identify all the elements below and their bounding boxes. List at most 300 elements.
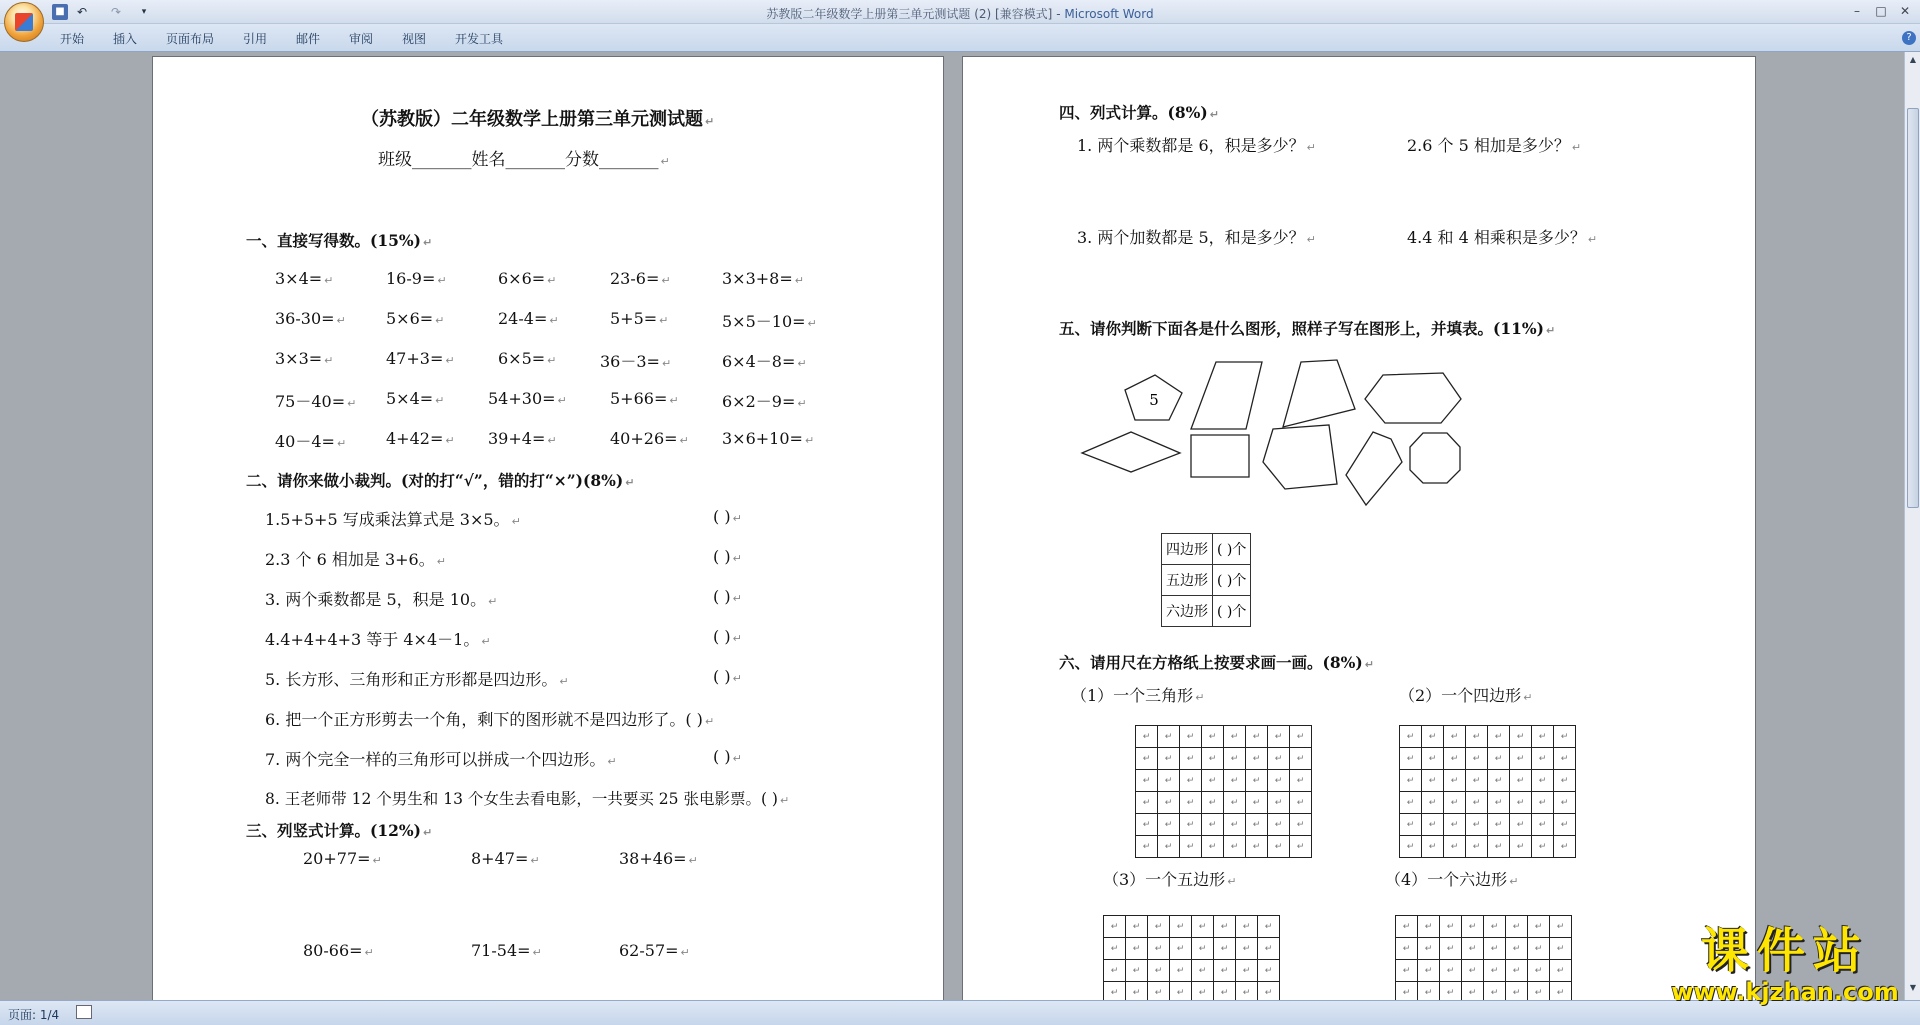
shapes-figure bbox=[1063, 357, 1483, 517]
paragraph-mark: ↵ bbox=[422, 826, 433, 839]
grid-cell[interactable]: ↵ bbox=[1396, 982, 1418, 1001]
grid-cell[interactable]: ↵ bbox=[1532, 770, 1554, 792]
tab-developer[interactable]: 开发工具 bbox=[455, 32, 504, 46]
paragraph-mark: ↵ bbox=[435, 314, 445, 327]
paragraph-mark: ↵ bbox=[445, 354, 455, 367]
document-area bbox=[0, 52, 1900, 1000]
grid-cell[interactable]: ↵ bbox=[1258, 938, 1280, 960]
grid-cell[interactable]: ↵ bbox=[1158, 836, 1180, 858]
tab-view[interactable]: 视图 bbox=[402, 32, 427, 46]
grid-cell[interactable]: ↵ bbox=[1506, 960, 1528, 982]
help-icon[interactable]: ? bbox=[1902, 31, 1916, 45]
grid-cell[interactable]: ↵ bbox=[1550, 982, 1572, 1001]
student-info-line: 班级_______姓名_______分数_______ ↵ bbox=[378, 150, 670, 170]
grid-cell[interactable]: ↵ bbox=[1440, 916, 1462, 938]
grid-cell[interactable]: ↵ bbox=[1550, 960, 1572, 982]
grid-cell[interactable]: ↵ bbox=[1104, 960, 1126, 982]
grid-cell[interactable]: ↵ bbox=[1180, 770, 1202, 792]
close-button[interactable]: ✕ bbox=[1899, 4, 1911, 18]
paragraph-mark: ↵ bbox=[804, 434, 815, 447]
grid-cell[interactable]: ↵ bbox=[1422, 770, 1444, 792]
paragraph-mark: ↵ bbox=[732, 632, 742, 645]
grid-cell[interactable]: ↵ bbox=[1488, 770, 1510, 792]
grid-cell[interactable]: ↵ bbox=[1550, 916, 1572, 938]
grid-cell[interactable]: ↵ bbox=[1444, 836, 1466, 858]
grid-cell[interactable]: ↵ bbox=[1214, 916, 1236, 938]
grid-cell[interactable]: ↵ bbox=[1180, 748, 1202, 770]
table-row bbox=[1162, 596, 1251, 627]
grid-cell[interactable]: ↵ bbox=[1236, 938, 1258, 960]
grid-cell[interactable]: ↵ bbox=[1444, 748, 1466, 770]
window-title bbox=[0, 5, 1920, 22]
table-row bbox=[1162, 565, 1251, 596]
grid-cell[interactable]: ↵ bbox=[1126, 982, 1148, 1001]
s3-problem: 20+77= ↵ bbox=[303, 849, 382, 868]
grid-cell[interactable]: ↵ bbox=[1510, 770, 1532, 792]
grid-cell[interactable]: ↵ bbox=[1466, 792, 1488, 814]
paragraph-mark: ↵ bbox=[625, 476, 635, 489]
grid-cell[interactable]: ↵ bbox=[1202, 792, 1224, 814]
grid-cell[interactable]: ↵ bbox=[1104, 982, 1126, 1001]
s1-cell: 54+30= ↵ bbox=[488, 389, 567, 408]
grid-cell[interactable]: ↵ bbox=[1290, 748, 1312, 770]
s2-blank: ( ) ↵ bbox=[713, 507, 742, 526]
grid-cell[interactable]: ↵ bbox=[1246, 748, 1268, 770]
grid-cell[interactable]: ↵ bbox=[1484, 938, 1506, 960]
page-1 bbox=[152, 56, 944, 1000]
grid-cell[interactable]: ↵ bbox=[1510, 814, 1532, 836]
hexagon-shape bbox=[1365, 373, 1461, 423]
grid-paper-2[interactable] bbox=[1399, 725, 1576, 858]
grid-cell[interactable]: ↵ bbox=[1158, 748, 1180, 770]
trapezoid-shape bbox=[1283, 360, 1355, 427]
office-button-icon[interactable] bbox=[4, 2, 44, 42]
grid-cell[interactable]: ↵ bbox=[1170, 938, 1192, 960]
window-title-sep: - bbox=[1052, 7, 1065, 21]
s1-cell: 5×5－10= ↵ bbox=[722, 312, 817, 331]
grid-paper-1[interactable] bbox=[1135, 725, 1312, 858]
grid-cell[interactable]: ↵ bbox=[1290, 814, 1312, 836]
grid-cell[interactable]: ↵ bbox=[1400, 726, 1422, 748]
grid-cell[interactable]: ↵ bbox=[1180, 726, 1202, 748]
grid-cell[interactable]: ↵ bbox=[1422, 814, 1444, 836]
grid-cell[interactable]: ↵ bbox=[1396, 960, 1418, 982]
tab-review[interactable]: 审阅 bbox=[349, 32, 374, 46]
paragraph-mark: ↵ bbox=[607, 755, 617, 768]
scroll-down-icon[interactable]: ▼ bbox=[1909, 983, 1917, 992]
grid-cell[interactable]: ↵ bbox=[1126, 938, 1148, 960]
grid-cell[interactable]: ↵ bbox=[1466, 814, 1488, 836]
paragraph-mark: ↵ bbox=[530, 854, 540, 867]
page-count[interactable]: 页面: 1/4 bbox=[8, 1008, 60, 1022]
grid-cell[interactable]: ↵ bbox=[1290, 726, 1312, 748]
grid-cell[interactable]: ↵ bbox=[1466, 726, 1488, 748]
table-cell[interactable]: ( )个 bbox=[1213, 565, 1251, 596]
grid-cell[interactable]: ↵ bbox=[1488, 792, 1510, 814]
grid-cell[interactable]: ↵ bbox=[1554, 748, 1576, 770]
s2-blank: ( ) ↵ bbox=[713, 667, 742, 686]
s6-label-2: （2）一个四边形 ↵ bbox=[1399, 686, 1533, 705]
grid-cell[interactable]: ↵ bbox=[1246, 792, 1268, 814]
grid-cell[interactable]: ↵ bbox=[1268, 770, 1290, 792]
tab-references[interactable]: 引用 bbox=[243, 32, 268, 46]
grid-cell[interactable]: ↵ bbox=[1444, 814, 1466, 836]
customize-quick-access-icon[interactable]: ▾ bbox=[141, 7, 147, 17]
grid-cell[interactable]: ↵ bbox=[1484, 982, 1506, 1001]
redo-icon[interactable]: ↷ bbox=[110, 5, 122, 19]
paragraph-mark: ↵ bbox=[732, 592, 742, 605]
grid-cell[interactable]: ↵ bbox=[1396, 938, 1418, 960]
grid-cell[interactable]: ↵ bbox=[1202, 770, 1224, 792]
status-bar bbox=[0, 1000, 1920, 1025]
paragraph-mark: ↵ bbox=[688, 854, 698, 867]
grid-cell[interactable]: ↵ bbox=[1224, 748, 1246, 770]
tab-home[interactable]: 开始 bbox=[60, 32, 85, 46]
grid-cell[interactable]: ↵ bbox=[1532, 836, 1554, 858]
grid-cell[interactable]: ↵ bbox=[1170, 916, 1192, 938]
paragraph-mark: ↵ bbox=[732, 752, 742, 765]
grid-cell[interactable]: ↵ bbox=[1466, 770, 1488, 792]
s1-cell: 3×4= ↵ bbox=[275, 269, 334, 288]
paragraph-mark: ↵ bbox=[797, 357, 807, 370]
grid-cell[interactable]: ↵ bbox=[1224, 770, 1246, 792]
s3-problem: 38+46= ↵ bbox=[619, 849, 698, 868]
paragraph-mark: ↵ bbox=[680, 946, 690, 959]
paragraph-mark: ↵ bbox=[324, 274, 334, 287]
grid-cell[interactable]: ↵ bbox=[1192, 916, 1214, 938]
paragraph-mark: ↵ bbox=[547, 274, 557, 287]
grid-cell[interactable]: ↵ bbox=[1104, 916, 1126, 938]
grid-cell[interactable]: ↵ bbox=[1532, 814, 1554, 836]
paragraph-mark: ↵ bbox=[547, 434, 557, 447]
grid-cell[interactable]: ↵ bbox=[1214, 960, 1236, 982]
s2-item-8: 8. 王老师带 12 个男生和 13 个女生去看电影，一共要买 25 张电影票。( ) ↵ bbox=[265, 790, 790, 808]
grid-cell[interactable]: ↵ bbox=[1484, 916, 1506, 938]
grid-cell[interactable]: ↵ bbox=[1422, 836, 1444, 858]
grid-cell[interactable]: ↵ bbox=[1444, 792, 1466, 814]
grid-cell[interactable]: ↵ bbox=[1148, 960, 1170, 982]
window-title-app: Microsoft Word bbox=[1064, 7, 1154, 21]
paragraph-mark: ↵ bbox=[1364, 658, 1374, 671]
grid-cell[interactable]: ↵ bbox=[1554, 726, 1576, 748]
grid-cell[interactable]: ↵ bbox=[1268, 836, 1290, 858]
grid-cell[interactable]: ↵ bbox=[1510, 748, 1532, 770]
s3-problem: 80-66= ↵ bbox=[303, 941, 374, 960]
grid-cell[interactable]: ↵ bbox=[1158, 814, 1180, 836]
grid-cell[interactable]: ↵ bbox=[1550, 938, 1572, 960]
grid-cell[interactable]: ↵ bbox=[1258, 982, 1280, 1001]
page-title: （苏教版）二年级数学上册第三单元测试题 ↵ bbox=[361, 109, 715, 130]
octagon-shape bbox=[1410, 433, 1460, 483]
grid-cell[interactable]: ↵ bbox=[1136, 836, 1158, 858]
grid-cell[interactable]: ↵ bbox=[1418, 982, 1440, 1001]
paragraph-mark: ↵ bbox=[704, 715, 715, 728]
grid-cell[interactable]: ↵ bbox=[1180, 792, 1202, 814]
s1-cell: 3×3= ↵ bbox=[275, 349, 334, 368]
paragraph-mark: ↵ bbox=[797, 397, 807, 410]
shape-count-table bbox=[1161, 533, 1251, 627]
paragraph-mark: ↵ bbox=[437, 274, 447, 287]
paragraph-mark: ↵ bbox=[324, 354, 334, 367]
s2-item-5: 5. 长方形、三角形和正方形都是四边形。 ↵ bbox=[265, 670, 569, 689]
save-icon[interactable]: ■ bbox=[52, 4, 68, 20]
grid-cell[interactable]: ↵ bbox=[1136, 814, 1158, 836]
rectangle-shape bbox=[1191, 435, 1249, 477]
grid-cell[interactable]: ↵ bbox=[1506, 938, 1528, 960]
grid-cell[interactable]: ↵ bbox=[1532, 726, 1554, 748]
grid-cell[interactable]: ↵ bbox=[1202, 726, 1224, 748]
grid-cell[interactable]: ↵ bbox=[1422, 726, 1444, 748]
parallelogram-shape bbox=[1191, 362, 1262, 429]
s1-cell: 5+5= ↵ bbox=[610, 309, 669, 328]
grid-cell[interactable]: ↵ bbox=[1440, 938, 1462, 960]
grid-cell[interactable]: ↵ bbox=[1506, 916, 1528, 938]
grid-cell[interactable]: ↵ bbox=[1236, 982, 1258, 1001]
s1-cell: 39+4= ↵ bbox=[488, 429, 557, 448]
grid-paper-3[interactable] bbox=[1103, 915, 1280, 1000]
s2-item-4: 4.4+4+4+3 等于 4×4－1。 ↵ bbox=[265, 630, 491, 649]
grid-cell[interactable]: ↵ bbox=[1462, 982, 1484, 1001]
s2-item-2: 2.3 个 6 相加是 3+6。 ↵ bbox=[265, 550, 446, 569]
grid-cell[interactable]: ↵ bbox=[1148, 982, 1170, 1001]
grid-cell[interactable]: ↵ bbox=[1484, 960, 1506, 982]
s4-question-3: 3. 两个加数都是 5，和是多少？ ↵ bbox=[1077, 228, 1316, 247]
paragraph-mark: ↵ bbox=[435, 394, 445, 407]
paragraph-mark: ↵ bbox=[549, 314, 559, 327]
grid-cell[interactable]: ↵ bbox=[1462, 916, 1484, 938]
paragraph-mark: ↵ bbox=[1509, 875, 1519, 888]
s1-cell: 6×4－8= ↵ bbox=[722, 352, 807, 371]
grid-cell[interactable]: ↵ bbox=[1528, 960, 1550, 982]
grid-cell[interactable]: ↵ bbox=[1136, 726, 1158, 748]
grid-cell[interactable]: ↵ bbox=[1290, 792, 1312, 814]
paragraph-mark: ↵ bbox=[557, 394, 567, 407]
section-6-heading: 六、请用尺在方格纸上按要求画一画。(8%) ↵ bbox=[1059, 653, 1374, 672]
paragraph-mark: ↵ bbox=[669, 394, 679, 407]
s2-item-1: 1.5+5+5 写成乘法算式是 3×5。 ↵ bbox=[265, 510, 521, 529]
pentagon-shape bbox=[1263, 425, 1337, 489]
s1-cell: 47+3= ↵ bbox=[386, 349, 455, 368]
grid-cell[interactable]: ↵ bbox=[1488, 726, 1510, 748]
section-1-heading: 一、直接写得数。(15%) ↵ bbox=[246, 231, 433, 250]
grid-cell[interactable]: ↵ bbox=[1158, 792, 1180, 814]
grid-cell[interactable]: ↵ bbox=[1136, 770, 1158, 792]
table-cell: 六边形 bbox=[1162, 596, 1213, 627]
grid-cell[interactable]: ↵ bbox=[1400, 814, 1422, 836]
window-title-doc: 苏教版二年级数学上册第三单元测试题 (2) [兼容模式] bbox=[766, 7, 1053, 21]
grid-cell[interactable]: ↵ bbox=[1418, 916, 1440, 938]
grid-cell[interactable]: ↵ bbox=[1126, 916, 1148, 938]
grid-cell[interactable]: ↵ bbox=[1440, 960, 1462, 982]
grid-cell[interactable]: ↵ bbox=[1246, 814, 1268, 836]
grid-cell[interactable]: ↵ bbox=[1236, 960, 1258, 982]
example-label: 5 bbox=[1149, 391, 1159, 409]
paragraph-mark: ↵ bbox=[488, 595, 498, 608]
paragraph-mark: ↵ bbox=[559, 675, 569, 688]
grid-cell[interactable]: ↵ bbox=[1528, 938, 1550, 960]
grid-cell[interactable]: ↵ bbox=[1180, 814, 1202, 836]
paragraph-mark: ↵ bbox=[1571, 141, 1582, 154]
grid-cell[interactable]: ↵ bbox=[1290, 770, 1312, 792]
grid-cell[interactable]: ↵ bbox=[1258, 916, 1280, 938]
grid-cell[interactable]: ↵ bbox=[1440, 982, 1462, 1001]
paragraph-mark: ↵ bbox=[1587, 233, 1598, 246]
grid-cell[interactable]: ↵ bbox=[1444, 726, 1466, 748]
paragraph-mark: ↵ bbox=[679, 434, 689, 447]
table-cell: 四边形 bbox=[1162, 534, 1213, 565]
table-cell[interactable]: ( )个 bbox=[1213, 534, 1251, 565]
grid-cell[interactable]: ↵ bbox=[1104, 938, 1126, 960]
grid-cell[interactable]: ↵ bbox=[1192, 960, 1214, 982]
s1-cell: 5×4= ↵ bbox=[386, 389, 445, 408]
section-2-heading: 二、请你来做小裁判。(对的打“√”，错的打“×”)(8%) ↵ bbox=[246, 471, 635, 490]
grid-cell[interactable]: ↵ bbox=[1400, 836, 1422, 858]
grid-cell[interactable]: ↵ bbox=[1510, 836, 1532, 858]
grid-cell[interactable]: ↵ bbox=[1148, 916, 1170, 938]
s1-cell: 5×6= ↵ bbox=[386, 309, 445, 328]
section-4-heading: 四、列式计算。(8%) ↵ bbox=[1059, 103, 1219, 122]
scroll-up-icon[interactable]: ▲ bbox=[1909, 55, 1917, 64]
maximize-button[interactable]: □ bbox=[1875, 4, 1887, 18]
grid-cell[interactable]: ↵ bbox=[1126, 960, 1148, 982]
grid-cell[interactable]: ↵ bbox=[1268, 814, 1290, 836]
grid-cell[interactable]: ↵ bbox=[1488, 748, 1510, 770]
grid-cell[interactable]: ↵ bbox=[1224, 726, 1246, 748]
table-row bbox=[1162, 534, 1251, 565]
s2-item-3: 3. 两个乘数都是 5，积是 10。 ↵ bbox=[265, 590, 498, 609]
tab-page-layout[interactable]: 页面布局 bbox=[166, 32, 215, 46]
grid-cell[interactable]: ↵ bbox=[1510, 792, 1532, 814]
paragraph-mark: ↵ bbox=[547, 354, 557, 367]
minimize-button[interactable]: – bbox=[1854, 4, 1860, 18]
vertical-scrollbar[interactable] bbox=[1904, 52, 1920, 1000]
paragraph-mark: ↵ bbox=[732, 552, 742, 565]
grid-cell[interactable]: ↵ bbox=[1466, 748, 1488, 770]
paragraph-mark: ↵ bbox=[1209, 108, 1219, 121]
table-cell[interactable]: ( )个 bbox=[1213, 596, 1251, 627]
grid-cell[interactable]: ↵ bbox=[1506, 982, 1528, 1001]
paragraph-mark: ↵ bbox=[532, 946, 542, 959]
grid-cell[interactable]: ↵ bbox=[1268, 748, 1290, 770]
grid-cell[interactable]: ↵ bbox=[1418, 960, 1440, 982]
grid-cell[interactable]: ↵ bbox=[1192, 982, 1214, 1001]
s4-question-1: 1. 两个乘数都是 6，积是多少？ ↵ bbox=[1077, 136, 1316, 155]
grid-cell[interactable]: ↵ bbox=[1236, 916, 1258, 938]
grid-paper-4[interactable] bbox=[1395, 915, 1572, 1000]
paragraph-mark: ↵ bbox=[336, 437, 347, 450]
grid-cell[interactable]: ↵ bbox=[1396, 916, 1418, 938]
grid-cell[interactable]: ↵ bbox=[1554, 836, 1576, 858]
grid-cell[interactable]: ↵ bbox=[1246, 770, 1268, 792]
proofing-icon[interactable] bbox=[76, 1005, 92, 1019]
grid-cell[interactable]: ↵ bbox=[1268, 792, 1290, 814]
s1-cell: 16-9= ↵ bbox=[386, 269, 447, 288]
grid-cell[interactable]: ↵ bbox=[1400, 792, 1422, 814]
s1-cell: 36-30= ↵ bbox=[275, 309, 346, 328]
grid-cell[interactable]: ↵ bbox=[1158, 726, 1180, 748]
grid-cell[interactable]: ↵ bbox=[1488, 836, 1510, 858]
grid-cell[interactable]: ↵ bbox=[1170, 960, 1192, 982]
paragraph-mark: ↵ bbox=[807, 317, 817, 330]
undo-icon[interactable]: ↶ bbox=[76, 5, 88, 19]
grid-cell[interactable]: ↵ bbox=[1528, 982, 1550, 1001]
grid-cell[interactable]: ↵ bbox=[1462, 960, 1484, 982]
tab-insert[interactable]: 插入 bbox=[113, 32, 138, 46]
grid-cell[interactable]: ↵ bbox=[1422, 792, 1444, 814]
grid-cell[interactable]: ↵ bbox=[1224, 792, 1246, 814]
paragraph-mark: ↵ bbox=[1195, 691, 1205, 704]
grid-cell[interactable]: ↵ bbox=[1158, 770, 1180, 792]
s6-label-4: （4）一个六边形 ↵ bbox=[1385, 870, 1519, 889]
grid-cell[interactable]: ↵ bbox=[1202, 814, 1224, 836]
grid-cell[interactable]: ↵ bbox=[1444, 770, 1466, 792]
grid-cell[interactable]: ↵ bbox=[1224, 814, 1246, 836]
grid-cell[interactable]: ↵ bbox=[1202, 836, 1224, 858]
paragraph-mark: ↵ bbox=[794, 274, 804, 287]
grid-cell[interactable]: ↵ bbox=[1136, 748, 1158, 770]
grid-cell[interactable]: ↵ bbox=[1554, 814, 1576, 836]
paragraph-mark: ↵ bbox=[705, 115, 715, 128]
grid-cell[interactable]: ↵ bbox=[1170, 982, 1192, 1001]
section-5-heading: 五、请你判断下面各是什么图形，照样子写在图形上，并填表。(11%) ↵ bbox=[1059, 319, 1556, 338]
grid-cell[interactable]: ↵ bbox=[1532, 748, 1554, 770]
paragraph-mark: ↵ bbox=[660, 155, 670, 168]
s2-blank: ( ) ↵ bbox=[713, 747, 742, 766]
grid-cell[interactable]: ↵ bbox=[1418, 938, 1440, 960]
grid-cell[interactable]: ↵ bbox=[1258, 960, 1280, 982]
paragraph-mark: ↵ bbox=[436, 555, 446, 568]
s1-cell: 3×3+8= ↵ bbox=[722, 269, 804, 288]
grid-cell[interactable]: ↵ bbox=[1462, 938, 1484, 960]
grid-cell[interactable]: ↵ bbox=[1136, 792, 1158, 814]
grid-cell[interactable]: ↵ bbox=[1246, 836, 1268, 858]
grid-cell[interactable]: ↵ bbox=[1554, 770, 1576, 792]
grid-cell[interactable]: ↵ bbox=[1192, 938, 1214, 960]
grid-cell[interactable]: ↵ bbox=[1532, 792, 1554, 814]
grid-cell[interactable]: ↵ bbox=[1224, 836, 1246, 858]
tab-mailings[interactable]: 邮件 bbox=[296, 32, 321, 46]
s1-cell: 5+66= ↵ bbox=[610, 389, 679, 408]
grid-cell[interactable]: ↵ bbox=[1202, 748, 1224, 770]
grid-cell[interactable]: ↵ bbox=[1148, 938, 1170, 960]
grid-cell[interactable]: ↵ bbox=[1466, 836, 1488, 858]
watermark-title: 课件站 bbox=[1700, 923, 1869, 979]
paragraph-mark: ↵ bbox=[481, 635, 491, 648]
grid-cell[interactable]: ↵ bbox=[1180, 836, 1202, 858]
grid-cell[interactable]: ↵ bbox=[1488, 814, 1510, 836]
grid-cell[interactable]: ↵ bbox=[1528, 916, 1550, 938]
grid-cell[interactable]: ↵ bbox=[1400, 770, 1422, 792]
grid-cell[interactable]: ↵ bbox=[1400, 748, 1422, 770]
grid-cell[interactable]: ↵ bbox=[1214, 938, 1236, 960]
grid-cell[interactable]: ↵ bbox=[1290, 836, 1312, 858]
grid-cell[interactable]: ↵ bbox=[1510, 726, 1532, 748]
pentagon-shape bbox=[1346, 432, 1402, 505]
grid-cell[interactable]: ↵ bbox=[1214, 982, 1236, 1001]
paragraph-mark: ↵ bbox=[659, 314, 669, 327]
s1-cell: 6×6= ↵ bbox=[498, 269, 557, 288]
grid-cell[interactable]: ↵ bbox=[1246, 726, 1268, 748]
paragraph-mark: ↵ bbox=[445, 434, 455, 447]
scroll-thumb[interactable] bbox=[1907, 108, 1919, 508]
title-bar bbox=[0, 0, 1920, 24]
grid-cell[interactable]: ↵ bbox=[1422, 748, 1444, 770]
s3-problem: 8+47= ↵ bbox=[471, 849, 540, 868]
s1-cell: 75－40= ↵ bbox=[275, 392, 357, 411]
grid-cell[interactable]: ↵ bbox=[1268, 726, 1290, 748]
grid-cell[interactable]: ↵ bbox=[1554, 792, 1576, 814]
s2-item-6: 6. 把一个正方形剪去一个角，剩下的图形就不是四边形了。( ) ↵ bbox=[265, 710, 715, 729]
